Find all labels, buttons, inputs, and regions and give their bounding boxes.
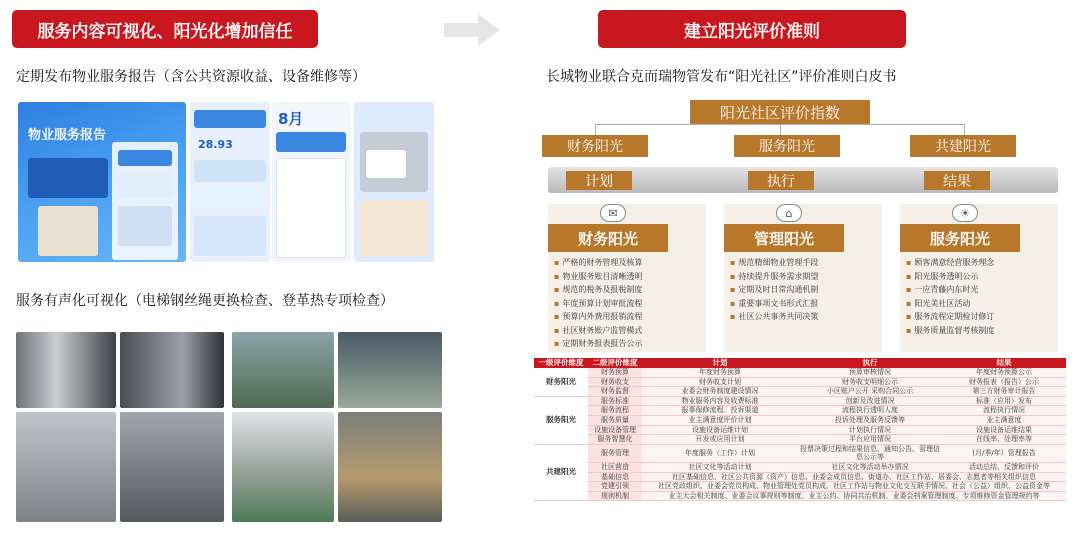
table-row <box>534 472 1066 482</box>
home-icon: ⌂ <box>776 204 802 222</box>
table-row <box>534 462 1066 472</box>
table-cell: 投票决策过程和结果信息、通知公告、管理信息公示等 <box>800 444 940 462</box>
table-cell: 平台应用情况 <box>798 435 942 445</box>
card-item: ▪ 社区公共事务共同决策 <box>730 310 818 324</box>
group-name: 财务阳光 <box>534 368 588 396</box>
step-result: 结果 <box>924 171 990 190</box>
table-cell: 预算审核情况 <box>798 368 942 377</box>
table-cell: 规则机制 <box>588 491 642 501</box>
table-cell: 年度服务（工作）计划 <box>642 444 798 462</box>
elevator-photo-3 <box>16 412 116 522</box>
dengue-photo-3 <box>232 412 334 522</box>
card-item: ▪ 物业服务账目清晰透明 <box>554 270 642 284</box>
table-cell: 活动总结、反馈和评价 <box>942 462 1066 472</box>
report-month: 8月 <box>278 110 304 128</box>
table-row <box>534 482 1066 492</box>
table-cell: 服务智慧化 <box>588 435 642 445</box>
elevator-photo-4 <box>120 412 224 522</box>
header-result: 结果 <box>942 358 1066 368</box>
table-cell: 业主大会相关制度、业委会议事规则等制度、业主公约、协同共治机制、业委会档案管理制度、专项维修资金管理规约等 <box>642 491 1066 501</box>
card-item: ▪ 社区财务账户监管模式 <box>554 324 642 338</box>
lightbulb-icon: ☀ <box>952 204 978 222</box>
card-service <box>900 204 1058 352</box>
header-level2: 二级评价维度 <box>588 358 642 368</box>
dengue-photo-2 <box>338 332 442 408</box>
arrow-right-icon <box>444 14 500 46</box>
table-row <box>534 435 1066 445</box>
table-cell: 基础信息 <box>588 472 642 482</box>
card-item: ▪ 服务质量监督考核制度 <box>906 324 994 338</box>
table-cell: 社区营造 <box>588 462 642 472</box>
card-item: ▪ 阳光美社区活动 <box>906 297 994 311</box>
table-cell: 流程执行情况 <box>942 406 1066 416</box>
table-cell: 业委会财务制度建设情况 <box>642 387 798 397</box>
card-item: ▪ 持续提升服务需求期望 <box>730 270 818 284</box>
whitepaper-caption: 长城物业联合克而瑞物管发布“阳光社区”评价准则白皮书 <box>546 69 897 85</box>
table-cell: 业主满意度评价计划 <box>642 415 798 425</box>
table-row <box>534 377 1066 387</box>
table-cell: 服务质量 <box>588 415 642 425</box>
card-item: ▪ 阳光服务透明公示 <box>906 270 994 284</box>
card-item: ▪ 定期财务报表报告公示 <box>554 337 642 351</box>
report-stat: 28.93 <box>198 138 233 151</box>
elevator-photo-1 <box>16 332 116 408</box>
right-banner: 建立阳光评价准则 <box>598 10 906 48</box>
table-cell: 开发或应用计划 <box>642 435 798 445</box>
group-name: 共建阳光 <box>534 444 588 501</box>
report-title: 物业服务报告 <box>28 128 107 143</box>
step-execute: 执行 <box>748 171 814 190</box>
card-title: 管理阳光 <box>724 224 844 252</box>
header-execute: 执行 <box>798 358 942 368</box>
table-cell: 年度财务预算公示 <box>942 368 1066 377</box>
card-item: ▪ 年度预算计划审批流程 <box>554 297 642 311</box>
card-title: 财务阳光 <box>548 224 668 252</box>
table-cell: 业主满意度 <box>942 415 1066 425</box>
table-cell: 财务预算 <box>588 368 642 377</box>
report-cover-image <box>18 102 186 262</box>
table-row <box>534 396 1066 406</box>
table-row <box>534 425 1066 435</box>
card-title: 服务阳光 <box>900 224 1020 252</box>
table-cell: 服务流程 <box>588 406 642 416</box>
card-item: ▪ 规范精细物业管理手段 <box>730 256 818 270</box>
table-cell: 党建引领 <box>588 482 642 492</box>
header-level1: 一级评价维度 <box>534 358 588 368</box>
table-cell: 创新及改进情况 <box>798 396 942 406</box>
card-item: ▪ 一应青藤内东时光 <box>906 283 994 297</box>
table-cell: 计划执行情况 <box>798 425 942 435</box>
table-row <box>534 491 1066 501</box>
table-cell: 财务监督 <box>588 387 642 397</box>
table-cell: 在线率、处理率等 <box>942 435 1066 445</box>
evaluation-table <box>534 358 1066 501</box>
table-cell: 财务收支明细公示 <box>798 377 942 387</box>
card-item: ▪ 服务流程定期检讨修订 <box>906 310 994 324</box>
index-root-box: 阳光社区评价指数 <box>690 100 870 125</box>
table-cell: 社区基础信息、社区公共资源（资产）信息、业委会成员信息、街道办、社区工作站、居委会、志愿者等相关组织信息 <box>642 472 1066 482</box>
table-cell: 设施设备管理 <box>588 425 642 435</box>
table-cell: 年度财务预算 <box>642 368 798 377</box>
category-finance: 财务阳光 <box>542 135 648 157</box>
card-item: ▪ 严格的财务管理及核算 <box>554 256 642 270</box>
table-cell: 社区文化等活动举办情况 <box>798 462 942 472</box>
card-item: ▪ 重要事项文书形式汇报 <box>730 297 818 311</box>
table-cell: 财务报表（报告）公示 <box>942 377 1066 387</box>
elevator-photo-2 <box>120 332 224 408</box>
report-page-2-image <box>190 102 270 262</box>
table-cell: 服务管理 <box>588 444 642 462</box>
table-cell: 标准（应用）发布 <box>942 396 1066 406</box>
table-cell: 财务收支计划 <box>642 377 798 387</box>
dengue-photo-4 <box>338 412 442 522</box>
report-page-4-image <box>354 102 434 262</box>
card-finance <box>548 204 706 352</box>
table-cell: 第三方财务审计报告 <box>942 387 1066 397</box>
table-cell: 流程执行透明人度 <box>798 406 942 416</box>
left-banner: 服务内容可视化、阳光化增加信任 <box>12 10 318 48</box>
group-name: 服务阳光 <box>534 396 588 444</box>
inspection-caption: 服务有声化可视化（电梯钢丝绳更换检查、登革热专项检查） <box>16 293 394 309</box>
table-cell: 财务收支 <box>588 377 642 387</box>
table-cell: 服务标准 <box>588 396 642 406</box>
header-plan: 计划 <box>642 358 798 368</box>
table-row <box>534 406 1066 416</box>
card-item: ▪ 规范的税务及报税制度 <box>554 283 642 297</box>
table-cell: 投诉处理及服务反馈等 <box>798 415 942 425</box>
report-page-3-image <box>272 102 350 262</box>
card-management <box>724 204 882 352</box>
table-row <box>534 387 1066 397</box>
table-cell: 小区账户公开 采购合同公示 <box>798 387 942 397</box>
table-cell: 物业服务内容及收费标准 <box>642 396 798 406</box>
table-row <box>534 368 1066 377</box>
table-row <box>534 415 1066 425</box>
table-cell: 报事保修流程、投诉渠道 <box>642 406 798 416</box>
category-service: 服务阳光 <box>734 135 840 157</box>
mail-icon: ✉ <box>600 204 626 222</box>
dengue-photo-1 <box>232 332 334 408</box>
table-cell: 设施设备运维结果 <box>942 425 1066 435</box>
report-caption: 定期发布物业服务报告（含公共资源收益、设备维修等） <box>16 69 366 85</box>
table-cell: 设施设备运维计划 <box>642 425 798 435</box>
card-item: ▪ 顾客满意经营服务理念 <box>906 256 994 270</box>
table-row <box>534 444 1066 462</box>
card-item: ▪ 预算内外费用报销流程 <box>554 310 642 324</box>
table-cell: 社区党政组织、业委会党员构成、物业管理处党员构成、社区工作站与物业文化交互联手情况、社会（公益）组织、公益资金等 <box>642 482 1066 492</box>
category-co-build: 共建阳光 <box>910 135 1016 157</box>
card-item: ▪ 定期及时日常沟通机制 <box>730 283 818 297</box>
table-cell: (月/季/年）管理报告 <box>942 444 1066 462</box>
step-plan: 计划 <box>566 171 632 190</box>
table-cell: 社区文化等活动计划 <box>642 462 798 472</box>
